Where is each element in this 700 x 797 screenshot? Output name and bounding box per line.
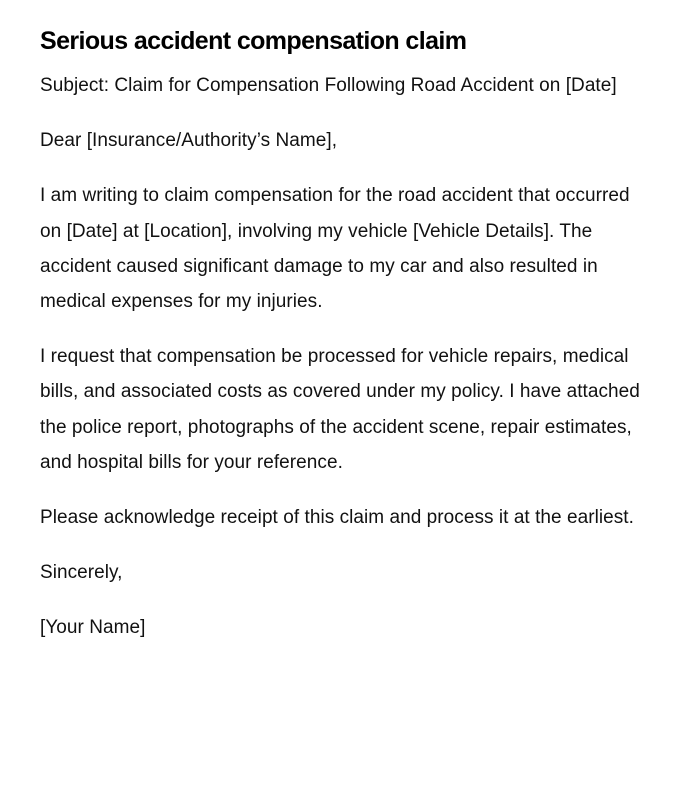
- salutation: Dear [Insurance/Authority’s Name],: [40, 130, 338, 152]
- subject-line: Subject: Claim for Compensation Following Road Accident on [Date]: [40, 75, 617, 96]
- body-paragraph-acknowledge: Please acknowledge receipt of this claim and process it at the earliest.: [40, 507, 634, 529]
- body-paragraph-claim: I am writing to claim compensation for the road accident that occurred on [Date] at [Location], involving my vehicle [Vehicle Details]. The accident caused significant damage to my car and also resulted in medical expenses for my injuries.: [40, 185, 630, 313]
- closing: Sincerely,: [40, 562, 123, 584]
- body-paragraph-request: I request that compensation be processed for vehicle repairs, medical bills, and associated costs as covered under my policy. I have attached the police report, photographs of the accident scene, repair estimates, and hospital bills for your reference.: [40, 346, 640, 473]
- signature: [Your Name]: [40, 617, 146, 639]
- document-title: Serious accident compensation claim: [40, 27, 467, 55]
